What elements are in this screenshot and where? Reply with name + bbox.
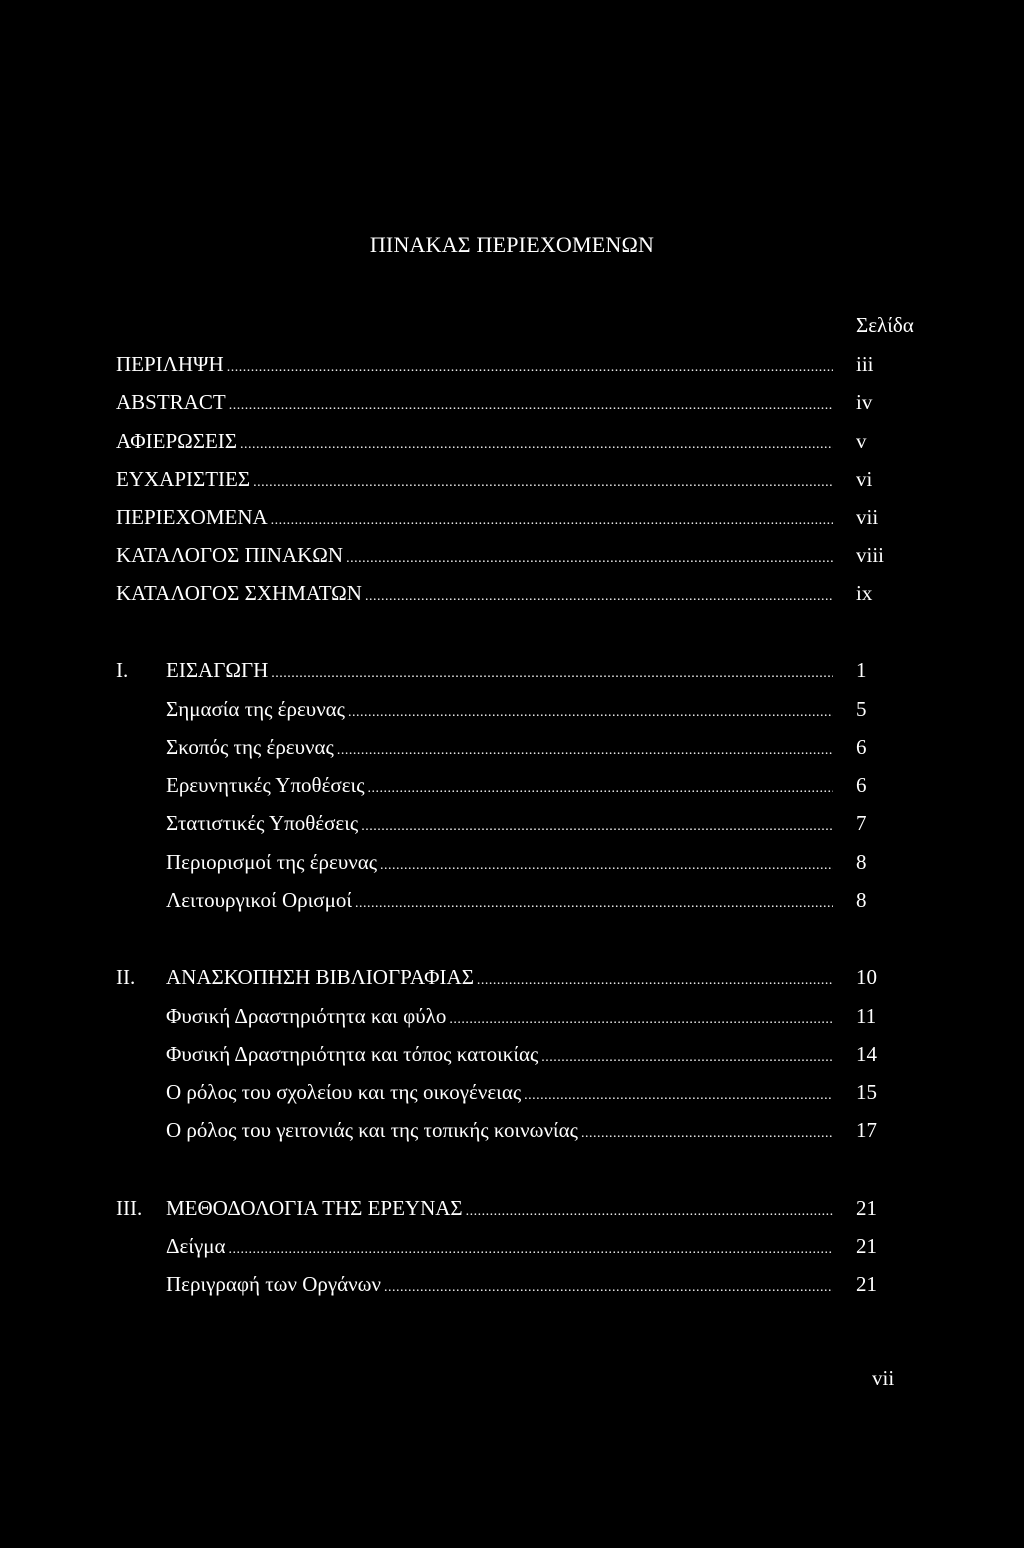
toc-entry-page: iii: [856, 352, 874, 376]
toc-entry-page: 5: [856, 697, 867, 721]
leader-dots: [271, 666, 833, 682]
toc-section[interactable]: [166, 1118, 836, 1146]
leader-dots: [477, 973, 833, 989]
toc-entry-page: 11: [856, 1004, 877, 1028]
toc-entry-label: Σκοπός της έρευνας: [166, 735, 334, 759]
toc-entry-page: 8: [856, 888, 867, 912]
toc-entry-label: ΕΙΣΑΓΩΓΗ: [166, 658, 269, 682]
toc-section[interactable]: [166, 1234, 836, 1262]
toc-chapter-1[interactable]: [166, 658, 836, 686]
toc-entry-label: ΚΑΤΑΛΟΓΟΣ ΠΙΝΑΚΩΝ: [116, 543, 344, 567]
leader-dots: [380, 858, 833, 874]
toc-entry-label: Δείγμα: [166, 1234, 226, 1258]
leader-dots: [346, 551, 833, 567]
toc-section[interactable]: [166, 1272, 836, 1300]
toc-entry-page: 14: [856, 1042, 877, 1066]
toc-entry-label: Λειτουργικοί Ορισμοί: [166, 888, 352, 912]
toc-entry-page: v: [856, 429, 867, 453]
toc-entry-label: Φυσική Δραστηριότητα και φύλο: [166, 1004, 447, 1028]
toc-entry-label: Περιγραφή των Οργάνων: [166, 1272, 381, 1296]
toc-entry-label: ΜΕΘΟΔΟΛΟΓΙΑ ΤΗΣ ΕΡΕΥΝΑΣ: [166, 1196, 463, 1220]
toc-entry-label: Στατιστικές Υποθέσεις: [166, 811, 359, 835]
toc-entry-page: 10: [856, 965, 877, 989]
toc-entry-page: 7: [856, 811, 867, 835]
toc-entry-front-5[interactable]: [116, 543, 836, 571]
leader-dots: [253, 475, 833, 491]
leader-dots: [271, 513, 833, 529]
chapter-number: I.: [116, 658, 129, 682]
toc-section[interactable]: [166, 1004, 836, 1032]
leader-dots: [337, 743, 833, 759]
footer-page-number: vii: [872, 1366, 895, 1390]
toc-section[interactable]: [166, 1080, 836, 1108]
leader-dots: [348, 705, 833, 721]
toc-title: ΠΙΝΑΚΑΣ ΠΕΡΙΕΧΟΜΕΝΩΝ: [369, 232, 655, 257]
leader-dots: [229, 1242, 833, 1258]
toc-entry-label: ΠΕΡΙΛΗΨΗ: [116, 352, 224, 376]
toc-entry-front-6[interactable]: [116, 581, 836, 609]
toc-entry-page: 21: [856, 1272, 877, 1296]
leader-dots: [368, 781, 833, 797]
toc-entry-page: ix: [856, 581, 873, 605]
toc-entry-page: viii: [856, 543, 885, 567]
leader-dots: [449, 1012, 833, 1028]
toc-chapter-2[interactable]: [166, 965, 836, 993]
toc-chapter-3[interactable]: [166, 1196, 836, 1224]
toc-entry-label: ABSTRACT: [116, 390, 226, 414]
toc-section[interactable]: [166, 773, 836, 801]
toc-entry-front-0[interactable]: [116, 352, 836, 380]
toc-entry-label: ΑΝΑΣΚΟΠΗΣΗ ΒΙΒΛΙΟΓΡΑΦΙΑΣ: [166, 965, 474, 989]
toc-entry-page: 15: [856, 1080, 877, 1104]
leader-dots: [365, 589, 833, 605]
toc-section[interactable]: [166, 888, 836, 916]
toc-entry-label: ΠΕΡΙΕΧΟΜΕΝΑ: [116, 505, 268, 529]
toc-entry-page: 1: [856, 658, 867, 682]
toc-entry-page: 21: [856, 1196, 877, 1220]
toc-entry-front-4[interactable]: [116, 505, 836, 533]
toc-entry-page: 6: [856, 773, 867, 797]
toc-entry-front-2[interactable]: [116, 429, 836, 457]
toc-entry-label: ΕΥΧΑΡΙΣΤΙΕΣ: [116, 467, 251, 491]
chapter-number: III.: [116, 1196, 143, 1220]
toc-section[interactable]: [166, 735, 836, 763]
toc-entry-label: Ερευνητικές Υποθέσεις: [166, 773, 365, 797]
toc-entry-page: vii: [856, 505, 879, 529]
toc-section[interactable]: [166, 697, 836, 725]
leader-dots: [229, 398, 833, 414]
toc-entry-label: Ο ρόλος του σχολείου και της οικογένειας: [166, 1080, 522, 1104]
leader-dots: [524, 1088, 833, 1104]
toc-entry-page: vi: [856, 467, 873, 491]
toc-entry-label: Περιορισμοί της έρευνας: [166, 850, 378, 874]
chapter-number: II.: [116, 965, 136, 989]
leader-dots: [581, 1126, 833, 1142]
toc-section[interactable]: [166, 811, 836, 839]
toc-entry-label: ΚΑΤΑΛΟΓΟΣ ΣΧΗΜΑΤΩΝ: [116, 581, 362, 605]
toc-entry-front-3[interactable]: [116, 467, 836, 495]
leader-dots: [466, 1204, 833, 1220]
toc-entry-label: Σημασία της έρευνας: [166, 697, 346, 721]
leader-dots: [355, 896, 833, 912]
leader-dots: [541, 1050, 833, 1066]
leader-dots: [384, 1280, 833, 1296]
toc-section[interactable]: [166, 1042, 836, 1070]
toc-entry-label: Φυσική Δραστηριότητα και τόπος κατοικίας: [166, 1042, 539, 1066]
page-column-header: Σελίδα: [856, 313, 914, 337]
toc-entry-front-1[interactable]: [116, 390, 836, 418]
toc-entry-page: 21: [856, 1234, 877, 1258]
leader-dots: [240, 437, 833, 453]
toc-entry-page: 6: [856, 735, 867, 759]
toc-entry-label: ΑΦΙΕΡΩΣΕΙΣ: [116, 429, 238, 453]
toc-entry-page: 8: [856, 850, 867, 874]
toc-entry-page: 17: [856, 1118, 877, 1142]
leader-dots: [361, 819, 833, 835]
toc-entry-label: Ο ρόλος του γειτονιάς και της τοπικής κοινωνίας: [166, 1118, 578, 1142]
toc-entry-page: iv: [856, 390, 873, 414]
toc-section[interactable]: [166, 850, 836, 878]
leader-dots: [227, 360, 833, 376]
